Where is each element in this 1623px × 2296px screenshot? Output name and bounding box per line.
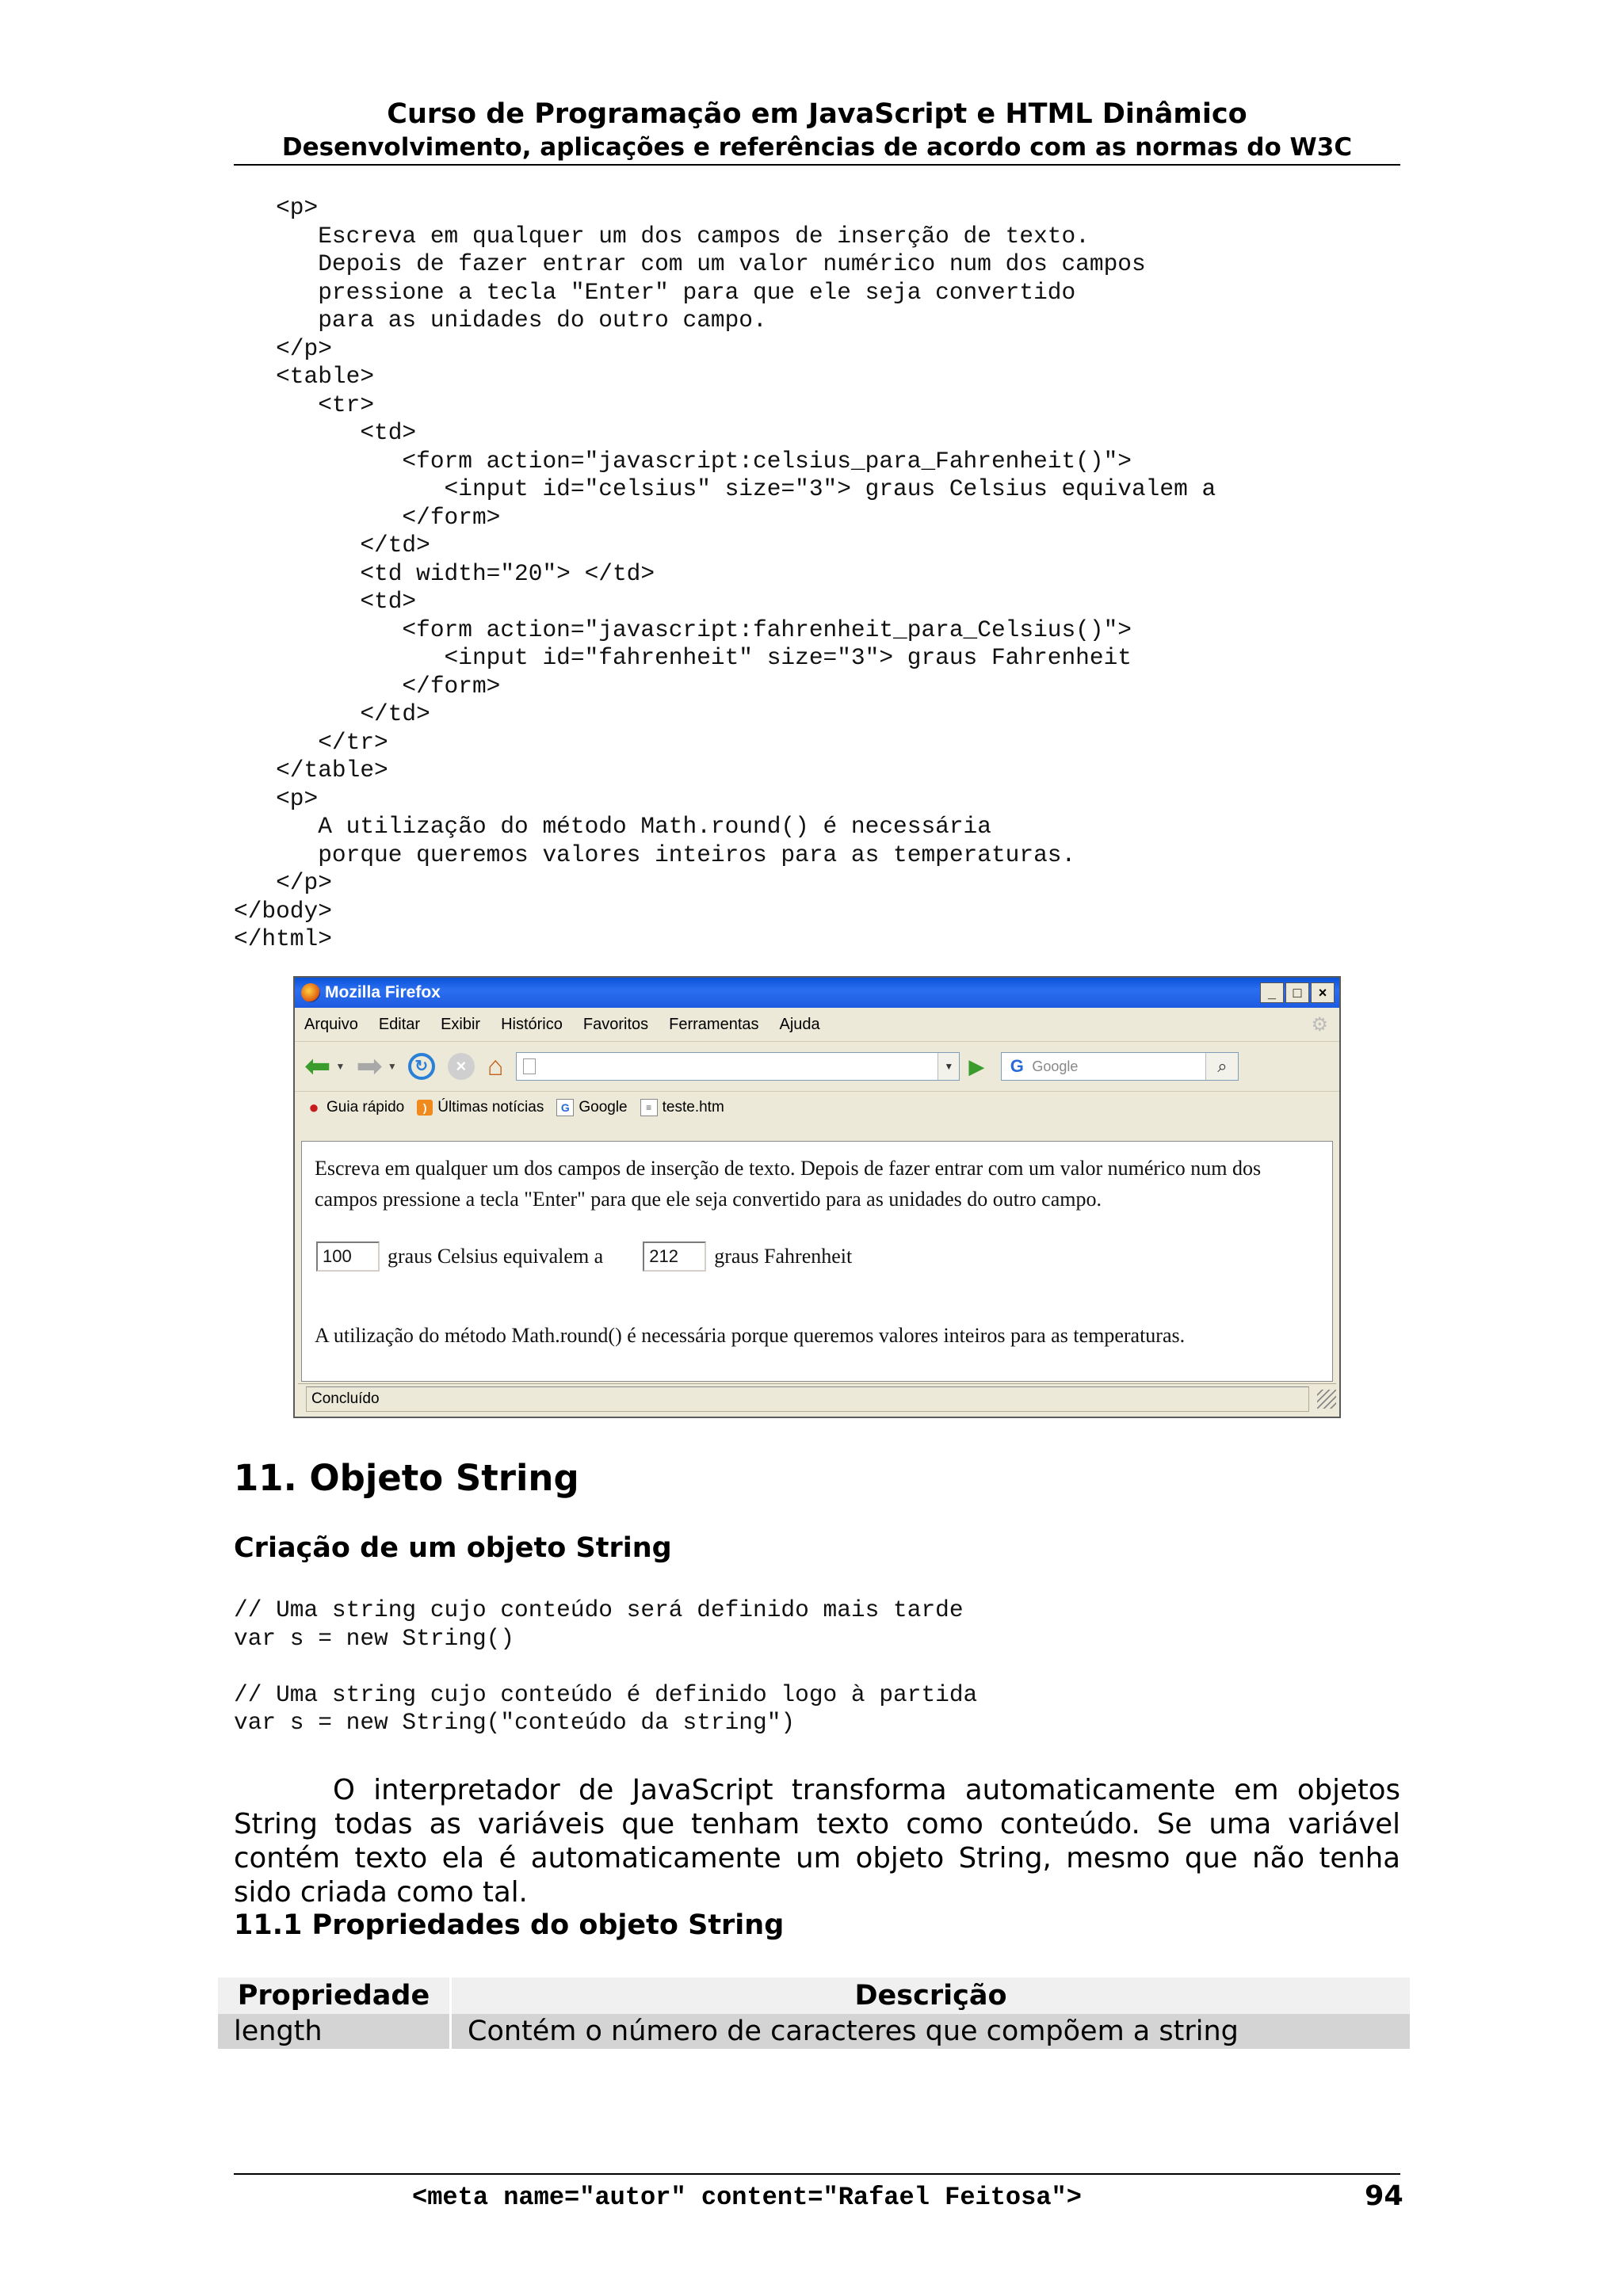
bookmark-label: Google — [579, 1099, 628, 1116]
page-number: 94 — [1365, 2180, 1403, 2212]
properties-table — [218, 1978, 1410, 2049]
bookmark-label: teste.htm — [662, 1099, 724, 1116]
menu-ajuda[interactable]: Ajuda — [779, 1015, 820, 1033]
subsection-title-2: 11.1 Propriedades do objeto String — [234, 1909, 785, 1941]
menu-ferramentas[interactable]: Ferramentas — [669, 1015, 759, 1033]
search-bar[interactable] — [1001, 1052, 1239, 1081]
header-descricao: Descrição — [451, 1978, 1411, 2014]
property-name: length — [218, 2014, 451, 2049]
firefox-screenshot — [293, 976, 1341, 1418]
fahrenheit-input[interactable]: 212 — [643, 1241, 706, 1272]
minimize-button[interactable]: _ — [1260, 982, 1284, 1003]
search-placeholder: Google — [1032, 1058, 1079, 1074]
celsius-input[interactable]: 100 — [316, 1241, 380, 1272]
go-arrow-icon[interactable]: ▶ — [968, 1055, 985, 1078]
header-propriedade: Propriedade — [218, 1978, 451, 2014]
firefox-logo-icon — [301, 983, 320, 1002]
browser-content-area — [301, 1141, 1333, 1382]
reload-icon[interactable]: ↻ — [408, 1053, 435, 1080]
content-paragraph: Escreva em qualquer um dos campos de inserção de texto. Depois de fazer entrar com um valor numérico num dos campos pressione a tecla "Enter" para que ele seja convertido para as unidades do outro campo. — [315, 1157, 1262, 1211]
forward-arrow-icon[interactable]: ➡ — [356, 1049, 383, 1084]
back-arrow-icon[interactable]: ⬅ — [304, 1049, 331, 1084]
firefox-help-icon: ● — [308, 1097, 319, 1117]
bookmark-label: Guia rápido — [327, 1099, 405, 1116]
address-bar[interactable] — [516, 1052, 960, 1081]
navigation-toolbar — [295, 1042, 1339, 1091]
header-title: Curso de Programação em JavaScript e HTML Dinâmico — [387, 98, 1247, 130]
bookmark-ultimas-noticias[interactable] — [417, 1099, 544, 1116]
forward-history-dropdown-icon[interactable]: ▼ — [387, 1061, 397, 1072]
bookmark-teste[interactable] — [640, 1099, 724, 1116]
menu-favoritos[interactable]: Favoritos — [582, 1015, 649, 1033]
search-magnifier-icon[interactable]: ⌕ — [1205, 1053, 1238, 1080]
html-code-listing: <p> Escreva em qualquer um dos campos de inserção de texto. Depois de fazer entrar com um valor numérico num dos campos pressione a tecla "Enter" para que ele seja convertido para as unidades do outro campo. </p> <table> <tr> <td> <form action="javascript:celsius_para_Fahrenheit()"> <input id="celsius" size="3"> graus Celsius equivalem a </form> </td> <td width="20"> </td> <td> <form action="javascript:fahrenheit_para_Celsius()"> <input id="fahrenheit" size="3"> graus Fahrenheit </form> </td> </tr> </table> <p> A utilização do método Math.round() é necessária porque queremos valores inteiros para as temperaturas. </p> </body> </html> — [234, 194, 1216, 952]
table-header-row — [218, 1978, 1410, 2014]
page-header — [234, 97, 1400, 163]
bookmark-label: Últimas notícias — [437, 1099, 544, 1116]
conversion-form-row — [316, 1241, 852, 1272]
throbber-icon: ⚙ — [1311, 1013, 1328, 1035]
fahrenheit-label: graus Fahrenheit — [714, 1245, 853, 1268]
string-code-listing: // Uma string cujo conteúdo será definido mais tarde var s = new String() // Uma string cujo conteúdo é definido logo à partida var s = new String("conteúdo da string") — [234, 1596, 978, 1736]
back-history-dropdown-icon[interactable]: ▼ — [335, 1061, 346, 1072]
page-icon — [523, 1058, 536, 1074]
home-icon[interactable]: ⌂ — [487, 1051, 504, 1081]
celsius-label: graus Celsius equivalem a — [388, 1245, 604, 1268]
window-titlebar — [295, 978, 1339, 1008]
google-engine-icon[interactable]: G — [1010, 1056, 1024, 1076]
menu-arquivo[interactable]: Arquivo — [304, 1015, 358, 1033]
url-dropdown-icon[interactable]: ▼ — [938, 1053, 959, 1080]
header-rule — [234, 164, 1400, 166]
footer-rule — [234, 2173, 1400, 2175]
resize-grip-icon[interactable] — [1317, 1390, 1336, 1409]
menu-bar — [295, 1008, 1339, 1042]
menu-exibir[interactable]: Exibir — [441, 1015, 481, 1033]
rss-feed-icon: ) — [417, 1100, 433, 1116]
window-title: Mozilla Firefox — [325, 983, 441, 1001]
header-subtitle: Desenvolvimento, aplicações e referências de acordo com as normas do W3C — [281, 133, 1353, 162]
section-title: 11. Objeto String — [234, 1457, 579, 1499]
status-bar — [298, 1383, 1336, 1413]
subsection-title: Criação de um objeto String — [234, 1532, 672, 1564]
body-paragraph: O interpretador de JavaScript transforma automaticamente em objetos String todas as variáveis que tenham texto como conteúdo. Se uma variável contém texto ela é automaticamente um objeto String, mesmo que não tenha sido criada como tal. — [234, 1774, 1400, 1909]
content-paragraph-2: A utilização do método Math.round() é necessária porque queremos valores inteiros para as temperaturas. — [315, 1324, 1186, 1347]
menu-editar[interactable]: Editar — [378, 1015, 421, 1033]
google-icon: G — [556, 1099, 574, 1116]
bookmark-google[interactable] — [556, 1099, 627, 1116]
bookmarks-toolbar — [295, 1091, 1339, 1123]
window-controls — [1260, 982, 1335, 1003]
close-button[interactable]: × — [1311, 982, 1335, 1003]
status-text: Concluído — [306, 1386, 1309, 1412]
table-row — [218, 2014, 1410, 2049]
footer-meta: <meta name="autor" content="Rafael Feitosa"> — [412, 2183, 1082, 2212]
file-icon: ≡ — [640, 1099, 658, 1116]
menu-historico[interactable]: Histórico — [501, 1015, 563, 1033]
maximize-button[interactable]: □ — [1285, 982, 1309, 1003]
property-description: Contém o número de caracteres que compõem a string — [451, 2014, 1411, 2049]
bookmark-guia-rapido[interactable] — [306, 1099, 404, 1116]
stop-icon[interactable]: × — [448, 1053, 475, 1080]
